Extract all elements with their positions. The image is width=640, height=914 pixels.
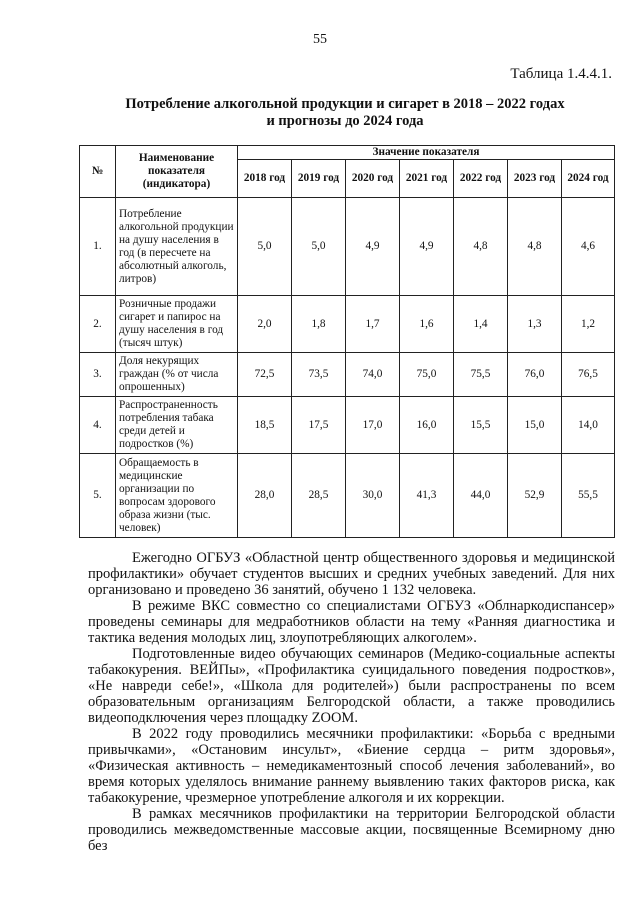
header-year: 2020 год <box>346 160 400 198</box>
row-value: 5,0 <box>238 198 292 296</box>
header-year: 2019 год <box>292 160 346 198</box>
title-line-2: и прогнозы до 2024 года <box>266 113 424 129</box>
row-value: 2,0 <box>238 296 292 353</box>
row-number: 5. <box>80 454 116 538</box>
row-number: 2. <box>80 296 116 353</box>
row-value: 15,0 <box>508 397 562 454</box>
header-year: 2021 год <box>400 160 454 198</box>
row-indicator: Доля некурящих граждан (% от числа опрошенных) <box>116 353 238 397</box>
row-number: 4. <box>80 397 116 454</box>
row-value: 52,9 <box>508 454 562 538</box>
page-number: 55 <box>313 32 327 47</box>
row-indicator: Распространенность потребления табака среди детей и подростков (%) <box>116 397 238 454</box>
row-value: 73,5 <box>292 353 346 397</box>
row-value: 1,2 <box>562 296 615 353</box>
row-value: 30,0 <box>346 454 400 538</box>
row-value: 1,6 <box>400 296 454 353</box>
row-value: 72,5 <box>238 353 292 397</box>
row-indicator: Розничные продажи сигарет и папирос на душу населения в год (тысяч штук) <box>116 296 238 353</box>
table-row <box>80 454 615 538</box>
paragraph: Подготовленные видео обучающих семинаров (Медико-социальные аспекты табакокурения. ВЕЙПы», «Профилактика суицидального поведения подростков», «Не навреди себе!», «Школа для родителей») были распространены по всем образовательным организациям Белгородской области, а также проводились видеоподключения через площадку ZOOM. <box>88 646 615 726</box>
table-row <box>80 296 615 353</box>
row-value: 17,5 <box>292 397 346 454</box>
row-value: 44,0 <box>454 454 508 538</box>
row-value: 1,7 <box>346 296 400 353</box>
row-value: 17,0 <box>346 397 400 454</box>
row-value: 28,0 <box>238 454 292 538</box>
paragraph: В рамках месячников профилактики на территории Белгородской области проводились межведомственные массовые акции, посвященные Всемирному дню без <box>88 806 615 854</box>
table-row <box>80 353 615 397</box>
row-value: 1,3 <box>508 296 562 353</box>
row-value: 4,8 <box>508 198 562 296</box>
table-title <box>60 96 630 130</box>
row-value: 16,0 <box>400 397 454 454</box>
header-year: 2023 год <box>508 160 562 198</box>
row-value: 1,4 <box>454 296 508 353</box>
row-value: 74,0 <box>346 353 400 397</box>
row-value: 1,8 <box>292 296 346 353</box>
row-number: 3. <box>80 353 116 397</box>
row-value: 75,0 <box>400 353 454 397</box>
indicators-table <box>79 145 615 538</box>
row-value: 75,5 <box>454 353 508 397</box>
header-indicator-name: Наименование показателя (индикатора) <box>116 146 238 198</box>
header-number: № <box>80 146 116 198</box>
row-value: 4,9 <box>400 198 454 296</box>
table-row <box>80 198 615 296</box>
row-value: 41,3 <box>400 454 454 538</box>
row-value: 76,0 <box>508 353 562 397</box>
row-value: 4,6 <box>562 198 615 296</box>
row-value: 5,0 <box>292 198 346 296</box>
row-value: 28,5 <box>292 454 346 538</box>
row-value: 4,8 <box>454 198 508 296</box>
header-year: 2024 год <box>562 160 615 198</box>
paragraph: В режиме ВКС совместно со специалистами ОГБУЗ «Облнаркодиспансер» проведены семинары для медработников области на тему «Ранняя диагностика и тактика ведения молодых лиц, злоупотребляющих алкоголем». <box>88 598 615 646</box>
body-text <box>88 550 615 854</box>
title-line-1: Потребление алкогольной продукции и сигарет в 2018 – 2022 годах <box>125 96 565 112</box>
row-value: 4,9 <box>346 198 400 296</box>
row-number: 1. <box>80 198 116 296</box>
row-value: 76,5 <box>562 353 615 397</box>
table-label: Таблица 1.4.4.1. <box>510 66 612 82</box>
header-values: Значение показателя <box>238 146 615 160</box>
header-year: 2022 год <box>454 160 508 198</box>
paragraph: Ежегодно ОГБУЗ «Областной центр общественного здоровья и медицинской профилактики» обучает студентов высших и средних учебных заведений. Для них организовано и проведено 36 занятий, обучено 1 132 человека. <box>88 550 615 598</box>
row-value: 18,5 <box>238 397 292 454</box>
row-value: 14,0 <box>562 397 615 454</box>
row-indicator: Обращаемость в медицинские организации по вопросам здорового образа жизни (тыс. человек) <box>116 454 238 538</box>
row-indicator: Потребление алкогольной продукции на душу населения в год (в пересчете на абсолютный алкоголь, литров) <box>116 198 238 296</box>
row-value: 55,5 <box>562 454 615 538</box>
table-row <box>80 397 615 454</box>
paragraph: В 2022 году проводились месячники профилактики: «Борьба с вредными привычками», «Остановим инсульт», «Биение сердца – ритм здоровья», «Физическая активность – немедикаментозный способ лечения заболеваний», во время которых уделялось внимание раннему выявлению таких факторов риска, как табакокурение, чрезмерное употребление алкоголя и их коррекции. <box>88 726 615 806</box>
header-year: 2018 год <box>238 160 292 198</box>
row-value: 15,5 <box>454 397 508 454</box>
